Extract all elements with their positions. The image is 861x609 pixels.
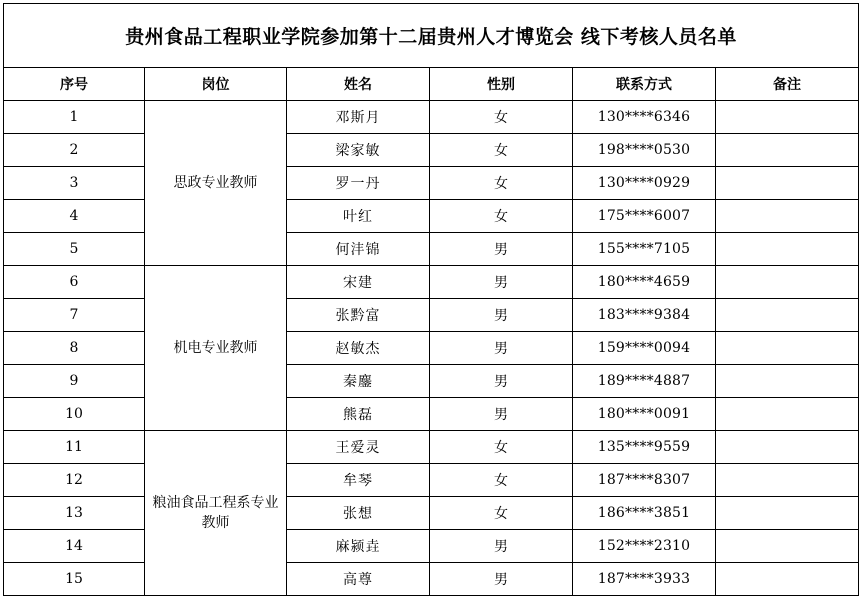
cell-seq: 15 xyxy=(4,563,145,596)
cell-contact: 187****3933 xyxy=(573,563,716,596)
cell-seq: 4 xyxy=(4,200,145,233)
cell-gender: 女 xyxy=(430,497,573,530)
cell-name: 熊磊 xyxy=(287,398,430,431)
table-row xyxy=(4,464,859,497)
table-row xyxy=(4,134,859,167)
table-row xyxy=(4,398,859,431)
cell-contact: 155****7105 xyxy=(573,233,716,266)
header-row xyxy=(4,68,859,101)
table-row xyxy=(4,431,859,464)
cell-position: 思政专业教师 xyxy=(145,101,287,266)
cell-seq: 13 xyxy=(4,497,145,530)
cell-gender: 男 xyxy=(430,563,573,596)
cell-name: 麻颍垚 xyxy=(287,530,430,563)
header-seq: 序号 xyxy=(4,68,145,101)
cell-contact: 198****0530 xyxy=(573,134,716,167)
cell-contact: 186****3851 xyxy=(573,497,716,530)
cell-remark xyxy=(716,464,859,497)
cell-gender: 男 xyxy=(430,365,573,398)
cell-gender: 女 xyxy=(430,101,573,134)
cell-gender: 女 xyxy=(430,464,573,497)
cell-name: 邓斯月 xyxy=(287,101,430,134)
cell-name: 罗一丹 xyxy=(287,167,430,200)
cell-seq: 2 xyxy=(4,134,145,167)
cell-seq: 1 xyxy=(4,101,145,134)
cell-seq: 5 xyxy=(4,233,145,266)
candidate-table xyxy=(3,3,859,596)
cell-name: 秦鏖 xyxy=(287,365,430,398)
cell-contact: 187****8307 xyxy=(573,464,716,497)
header-name: 姓名 xyxy=(287,68,430,101)
cell-seq: 12 xyxy=(4,464,145,497)
cell-position: 机电专业教师 xyxy=(145,266,287,431)
cell-seq: 6 xyxy=(4,266,145,299)
cell-contact: 175****6007 xyxy=(573,200,716,233)
cell-name: 叶红 xyxy=(287,200,430,233)
cell-remark xyxy=(716,530,859,563)
cell-gender: 男 xyxy=(430,266,573,299)
cell-contact: 130****0929 xyxy=(573,167,716,200)
cell-remark xyxy=(716,365,859,398)
cell-seq: 10 xyxy=(4,398,145,431)
cell-contact: 180****0091 xyxy=(573,398,716,431)
cell-remark xyxy=(716,233,859,266)
table-row xyxy=(4,563,859,596)
table-row xyxy=(4,497,859,530)
cell-contact: 130****6346 xyxy=(573,101,716,134)
table-row xyxy=(4,167,859,200)
cell-gender: 男 xyxy=(430,332,573,365)
cell-position: 粮油食品工程系专业教师 xyxy=(145,431,287,596)
cell-name: 宋建 xyxy=(287,266,430,299)
header-remark: 备注 xyxy=(716,68,859,101)
cell-contact: 135****9559 xyxy=(573,431,716,464)
cell-seq: 9 xyxy=(4,365,145,398)
table-row xyxy=(4,332,859,365)
table-row xyxy=(4,530,859,563)
cell-seq: 8 xyxy=(4,332,145,365)
cell-name: 梁家敏 xyxy=(287,134,430,167)
cell-gender: 女 xyxy=(430,431,573,464)
table-row xyxy=(4,101,859,134)
title-row xyxy=(4,4,859,68)
cell-contact: 180****4659 xyxy=(573,266,716,299)
header-contact: 联系方式 xyxy=(573,68,716,101)
cell-name: 高尊 xyxy=(287,563,430,596)
cell-seq: 3 xyxy=(4,167,145,200)
cell-contact: 183****9384 xyxy=(573,299,716,332)
cell-seq: 7 xyxy=(4,299,145,332)
cell-remark xyxy=(716,200,859,233)
cell-name: 何沣锦 xyxy=(287,233,430,266)
cell-remark xyxy=(716,332,859,365)
cell-seq: 14 xyxy=(4,530,145,563)
header-gender: 性别 xyxy=(430,68,573,101)
cell-remark xyxy=(716,563,859,596)
table-row xyxy=(4,200,859,233)
cell-gender: 男 xyxy=(430,530,573,563)
cell-name: 王爱灵 xyxy=(287,431,430,464)
table-row xyxy=(4,365,859,398)
header-position: 岗位 xyxy=(145,68,287,101)
cell-name: 张黔富 xyxy=(287,299,430,332)
cell-gender: 男 xyxy=(430,299,573,332)
cell-remark xyxy=(716,497,859,530)
cell-remark xyxy=(716,101,859,134)
table-row xyxy=(4,266,859,299)
table-row xyxy=(4,299,859,332)
cell-gender: 男 xyxy=(430,233,573,266)
cell-gender: 女 xyxy=(430,200,573,233)
cell-seq: 11 xyxy=(4,431,145,464)
cell-contact: 189****4887 xyxy=(573,365,716,398)
cell-gender: 女 xyxy=(430,134,573,167)
cell-name: 赵敏杰 xyxy=(287,332,430,365)
cell-name: 牟琴 xyxy=(287,464,430,497)
cell-remark xyxy=(716,398,859,431)
cell-remark xyxy=(716,266,859,299)
cell-remark xyxy=(716,299,859,332)
cell-remark xyxy=(716,167,859,200)
table-title: 贵州食品工程职业学院参加第十二届贵州人才博览会 线下考核人员名单 xyxy=(4,4,859,68)
cell-contact: 159****0094 xyxy=(573,332,716,365)
cell-contact: 152****2310 xyxy=(573,530,716,563)
cell-gender: 男 xyxy=(430,398,573,431)
cell-remark xyxy=(716,431,859,464)
cell-name: 张想 xyxy=(287,497,430,530)
cell-gender: 女 xyxy=(430,167,573,200)
table-row xyxy=(4,233,859,266)
cell-remark xyxy=(716,134,859,167)
